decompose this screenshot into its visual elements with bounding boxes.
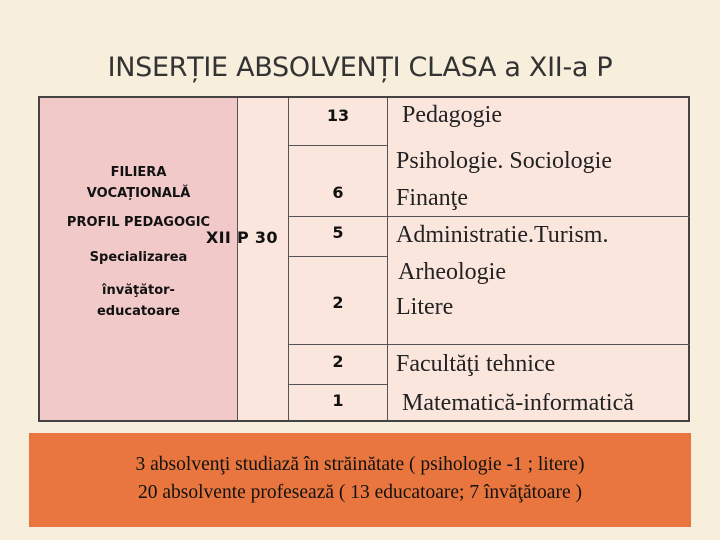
field-psihologie: Psihologie. Sociologie bbox=[396, 148, 612, 174]
count-arheologie: 2 bbox=[332, 293, 344, 312]
count-tehnice: 2 bbox=[332, 352, 344, 371]
specialization-label: Specializarea bbox=[89, 250, 188, 265]
count-finante: 5 bbox=[332, 223, 344, 242]
summary-note bbox=[29, 433, 691, 527]
count-matematica: 1 bbox=[332, 391, 344, 410]
summary-line-abroad: 3 absolvenţi studiază în străinătate ( psihologie -1 ; litere) bbox=[135, 454, 585, 475]
row-divider bbox=[288, 216, 690, 217]
specialization-line1: învăţător- bbox=[102, 283, 175, 298]
field-matematica: Matematică-informatică bbox=[402, 390, 634, 416]
graduates-table bbox=[38, 96, 690, 422]
field-administratie: Administratie.Turism. bbox=[396, 222, 609, 248]
field-pedagogie: Pedagogie bbox=[402, 102, 502, 128]
row-divider bbox=[288, 384, 388, 385]
filiera-label: FILIERA bbox=[110, 165, 167, 180]
summary-line-teaching: 20 absolvente profesează ( 13 educatoare; 7 învăţătoare ) bbox=[138, 482, 582, 503]
page-title: INSERȚIE ABSOLVENȚI CLASA a XII-a P bbox=[107, 52, 613, 83]
class-label: XII P 30 bbox=[206, 228, 278, 247]
count-pedagogie: 13 bbox=[326, 106, 350, 125]
count-column-divider bbox=[288, 98, 289, 420]
row-divider bbox=[288, 344, 690, 345]
count-psihologie: 6 bbox=[332, 183, 344, 202]
profile-label: PROFIL PEDAGOGIC bbox=[66, 215, 211, 230]
field-finante: Finanţe bbox=[396, 185, 468, 211]
field-column-divider bbox=[387, 98, 388, 420]
profile-column bbox=[40, 98, 238, 420]
vocational-label: VOCAȚIONALĂ bbox=[86, 186, 191, 201]
specialization-line2: educatoare bbox=[96, 304, 180, 319]
field-tehnice: Facultăţi tehnice bbox=[396, 351, 556, 377]
field-litere: Litere bbox=[396, 294, 454, 320]
row-divider bbox=[288, 145, 388, 146]
row-divider bbox=[288, 256, 388, 257]
field-arheologie: Arheologie bbox=[398, 259, 506, 285]
